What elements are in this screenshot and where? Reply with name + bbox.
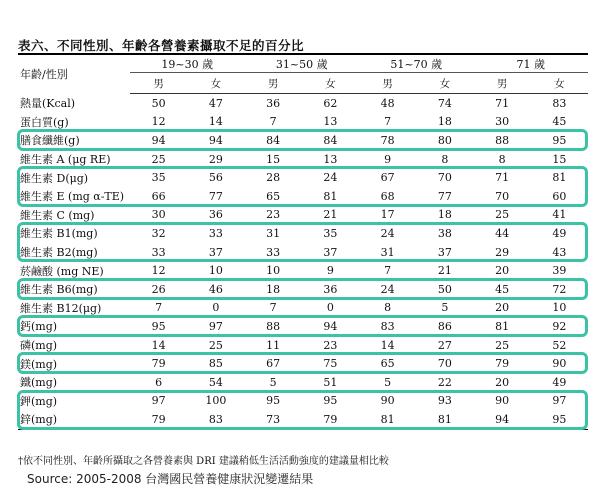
table-cell: 95: [323, 394, 338, 408]
table-cell: 0: [326, 301, 334, 315]
table-cell: 6: [155, 375, 163, 389]
table-row: [18, 206, 588, 225]
row-label: 維生素 C (mg): [20, 208, 95, 222]
table-cell: 97: [208, 319, 223, 333]
row-label: 菸鹼酸 (mg NE): [20, 264, 104, 278]
table-cell: 81: [359, 410, 416, 429]
row-label: 維生素 B12(μg): [20, 301, 102, 315]
table-cell: 35: [323, 226, 338, 240]
table-cell: 50: [151, 96, 166, 110]
table-cell: 51: [323, 375, 338, 389]
table-cell: 83: [380, 319, 395, 333]
table-cell: 20: [495, 301, 510, 315]
sex-header-female: 女: [531, 73, 588, 94]
table-cell: 78: [380, 133, 395, 147]
table-cell: 70: [437, 357, 452, 371]
table-cell: 18: [437, 208, 452, 222]
table-cell: 90: [495, 394, 510, 408]
table-cell: 92: [552, 319, 567, 333]
table-cell: 54: [208, 375, 223, 389]
table-cell: 94: [323, 319, 338, 333]
table-cell: 7: [384, 115, 392, 129]
table-cell: 74: [437, 96, 452, 110]
table-cell: 90: [552, 357, 567, 371]
table-cell: 50: [437, 282, 452, 296]
table-cell: 27: [437, 338, 452, 352]
table-cell: 23: [266, 208, 281, 222]
table-cell: 43: [552, 245, 567, 259]
table-row: [18, 280, 588, 299]
table-cell: 20: [495, 264, 510, 278]
table-cell: 81: [495, 319, 510, 333]
row-label: 維生素 E (mg α-TE): [20, 190, 125, 204]
table-cell: 26: [151, 282, 166, 296]
table-cell: 49: [552, 375, 567, 389]
sex-header-male: 男: [359, 73, 416, 94]
table-cell: 10: [552, 301, 567, 315]
table-cell: 15: [552, 152, 567, 166]
table-cell: 24: [323, 171, 338, 185]
table-cell: 84: [323, 133, 338, 147]
table-cell: 81: [323, 189, 338, 203]
table-cell: 45: [495, 282, 510, 296]
table-cell: 95: [552, 133, 567, 147]
table-cell: 24: [380, 282, 395, 296]
table-cell: 32: [151, 226, 166, 240]
table-cell: 25: [208, 338, 223, 352]
table-cell: 72: [552, 282, 567, 296]
table-cell: 25: [495, 208, 510, 222]
table-cell: 30: [495, 115, 510, 129]
table-cell: 28: [266, 171, 281, 185]
row-label: 鈣(mg): [20, 320, 58, 334]
table-cell: 80: [437, 133, 452, 147]
table-title: 表六、不同性別、年齡各營養素攝取不足的百分比: [18, 38, 305, 53]
age-group-header: 51~70 歲: [359, 54, 474, 73]
footnote: †依不同性別、年齡所攝取之各營養素與 DRI 建議稍低生活活動強度的建議量相比較: [18, 456, 389, 467]
table-row: [18, 392, 588, 411]
table-cell: 10: [266, 264, 281, 278]
sex-header-male: 男: [130, 73, 187, 94]
table-cell: 5: [384, 375, 392, 389]
table-cell: 29: [208, 152, 223, 166]
table-cell: 21: [323, 208, 338, 222]
table-cell: 14: [208, 115, 223, 129]
table-cell: 22: [437, 375, 452, 389]
table-cell: 75: [323, 357, 338, 371]
table-cell: 70: [437, 171, 452, 185]
table-cell: 44: [495, 226, 510, 240]
table-cell: 94: [208, 133, 223, 147]
table-cell: 97: [151, 394, 166, 408]
table-cell: 39: [552, 264, 567, 278]
table-cell: 36: [266, 96, 281, 110]
table-cell: 8: [498, 152, 506, 166]
table-cell: 45: [552, 115, 567, 129]
table-row: [18, 224, 588, 243]
table-cell: 14: [151, 338, 166, 352]
table-cell: 36: [208, 208, 223, 222]
row-label: 鐵(mg): [20, 376, 58, 390]
sex-header-male: 男: [474, 73, 531, 94]
table-cell: 46: [208, 282, 223, 296]
table-cell: 8: [441, 152, 449, 166]
table-cell: 13: [323, 152, 338, 166]
table-cell: 25: [495, 338, 510, 352]
table-cell: 9: [326, 264, 334, 278]
table-row: [18, 131, 588, 150]
nutrient-deficiency-table: [18, 53, 588, 430]
table-cell: 25: [151, 152, 166, 166]
row-label: 維生素 D(μg): [20, 171, 89, 185]
table-cell: 95: [531, 410, 588, 429]
table-cell: 33: [208, 226, 223, 240]
table-cell: 94: [474, 410, 531, 429]
table-cell: 37: [437, 245, 452, 259]
table-cell: 97: [552, 394, 567, 408]
table-cell: 60: [552, 189, 567, 203]
table-cell: 71: [495, 96, 510, 110]
table-cell: 29: [495, 245, 510, 259]
table-cell: 7: [155, 301, 163, 315]
corner-header: 年齡/性別: [18, 54, 130, 94]
row-label: 維生素 B1(mg): [20, 227, 98, 241]
table-row: [18, 187, 588, 206]
table-cell: 81: [416, 410, 473, 429]
table-row: [18, 336, 588, 355]
table-cell: 33: [266, 245, 281, 259]
table-cell: 67: [266, 357, 281, 371]
table-row: [18, 261, 588, 280]
table-cell: 37: [323, 245, 338, 259]
table-cell: 30: [151, 208, 166, 222]
table-cell: 21: [437, 264, 452, 278]
sex-header-male: 男: [245, 73, 302, 94]
table-cell: 95: [266, 394, 281, 408]
table-cell: 12: [151, 264, 166, 278]
table-cell: 62: [323, 96, 338, 110]
table-cell: 56: [208, 171, 223, 185]
table-cell: 79: [130, 410, 187, 429]
table-body: [18, 94, 588, 430]
row-label: 維生素 B6(mg): [20, 283, 98, 297]
table-cell: 41: [552, 208, 567, 222]
row-label: 膳食纖維(g): [20, 134, 80, 148]
table-cell: 88: [495, 133, 510, 147]
table-cell: 18: [437, 115, 452, 129]
table-cell: 18: [266, 282, 281, 296]
table-cell: 47: [208, 96, 223, 110]
table-cell: 12: [151, 115, 166, 129]
table-cell: 20: [495, 375, 510, 389]
table-cell: 33: [151, 245, 166, 259]
table-cell: 17: [380, 208, 395, 222]
table-cell: 88: [266, 319, 281, 333]
table-cell: 23: [323, 338, 338, 352]
table-cell: 71: [495, 171, 510, 185]
table-cell: 66: [151, 189, 166, 203]
table-cell: 7: [269, 301, 277, 315]
table-cell: 5: [269, 375, 277, 389]
sex-header-female: 女: [187, 73, 244, 94]
table-cell: 36: [323, 282, 338, 296]
table-row: [18, 410, 588, 429]
table-cell: 95: [151, 319, 166, 333]
table-cell: 8: [384, 301, 392, 315]
table-cell: 77: [437, 189, 452, 203]
table-cell: 48: [380, 96, 395, 110]
table-cell: 7: [269, 115, 277, 129]
sex-header-female: 女: [302, 73, 359, 94]
table-cell: 13: [323, 115, 338, 129]
table-cell: 81: [552, 171, 567, 185]
table-row: [18, 317, 588, 336]
sex-header-female: 女: [416, 73, 473, 94]
table-cell: 67: [380, 171, 395, 185]
table-row: [18, 168, 588, 187]
table-cell: 11: [266, 338, 281, 352]
table-cell: 31: [380, 245, 395, 259]
row-label: 鉀(mg): [20, 394, 58, 408]
table-cell: 52: [552, 338, 567, 352]
table-cell: 93: [437, 394, 452, 408]
table-cell: 10: [208, 264, 223, 278]
table-cell: 65: [380, 357, 395, 371]
table-row: [18, 113, 588, 132]
table-cell: 35: [151, 171, 166, 185]
row-label: 維生素 B2(mg): [20, 246, 98, 260]
table-cell: 83: [552, 96, 567, 110]
table-cell: 77: [208, 189, 223, 203]
table-cell: 24: [380, 226, 395, 240]
table-cell: 84: [266, 133, 281, 147]
table-cell: 70: [495, 189, 510, 203]
age-group-header: 31~50 歲: [245, 54, 360, 73]
table-cell: 9: [384, 152, 392, 166]
row-label: 鋅(mg): [18, 410, 130, 429]
age-group-header: 19~30 歲: [130, 54, 245, 73]
table-cell: 31: [266, 226, 281, 240]
table-cell: 86: [437, 319, 452, 333]
table-cell: 83: [187, 410, 244, 429]
table-cell: 38: [437, 226, 452, 240]
table-row: [18, 243, 588, 262]
row-label: 磷(mg): [20, 339, 58, 353]
table-cell: 100: [205, 394, 227, 408]
table-row: [18, 299, 588, 318]
table-cell: 14: [380, 338, 395, 352]
row-label: 維生素 A (μg RE): [20, 153, 111, 167]
table-row: [18, 373, 588, 392]
table-row: [18, 354, 588, 373]
table-cell: 65: [266, 189, 281, 203]
source-caption: Source: 2005-2008 台灣國民營養健康狀況變遷結果: [27, 472, 314, 486]
row-label: 蛋白質(g): [20, 115, 69, 129]
table-cell: 7: [384, 264, 392, 278]
table-cell: 0: [212, 301, 220, 315]
table-cell: 79: [151, 357, 166, 371]
table-cell: 5: [441, 301, 449, 315]
table-cell: 37: [208, 245, 223, 259]
table-cell: 79: [302, 410, 359, 429]
table-row: [18, 94, 588, 113]
table-cell: 94: [151, 133, 166, 147]
table-cell: 49: [552, 226, 567, 240]
table-cell: 79: [495, 357, 510, 371]
table-cell: 90: [380, 394, 395, 408]
table-cell: 68: [380, 189, 395, 203]
table-cell: 85: [208, 357, 223, 371]
age-group-header: 71 歲: [474, 54, 589, 73]
table-row: [18, 150, 588, 169]
table-cell: 15: [266, 152, 281, 166]
row-label: 鎂(mg): [20, 357, 58, 371]
table-cell: 73: [245, 410, 302, 429]
row-label: 熱量(Kcal): [20, 97, 76, 111]
